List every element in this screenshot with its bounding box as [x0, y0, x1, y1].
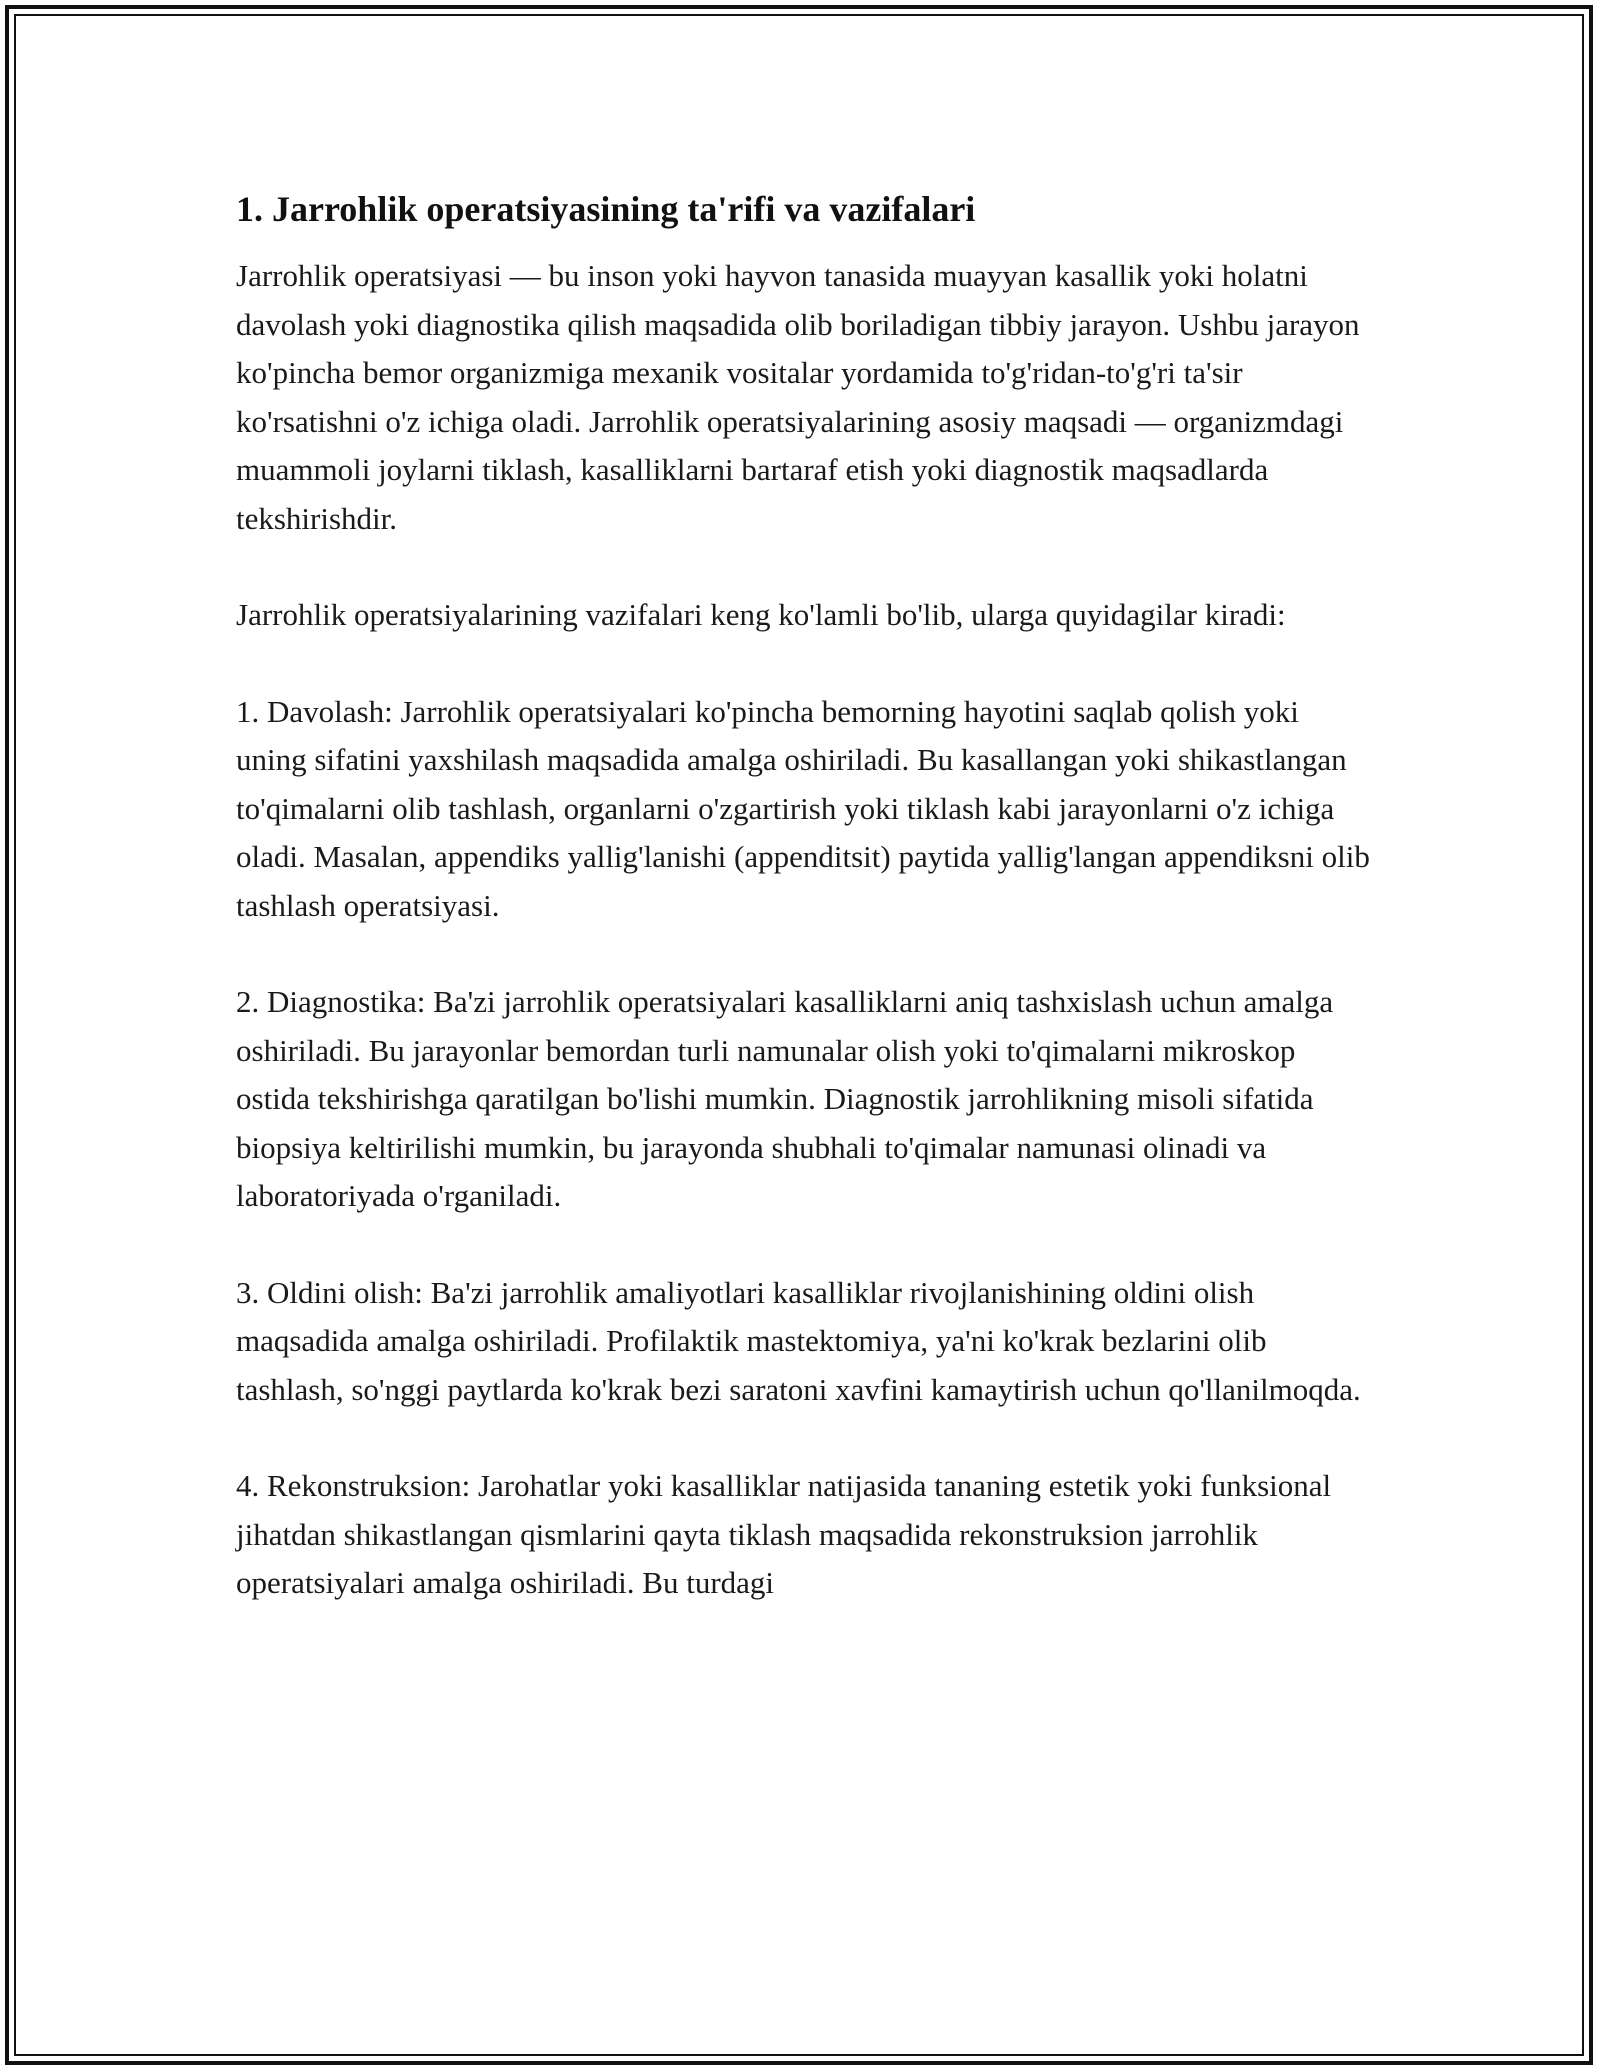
list-item-prevention: 3. Oldini olish: Ba'zi jarrohlik amaliyotlari kasalliklar rivojlanishining oldini olish maqsadida amalga oshiriladi. Profilaktik mastektomiya, ya'ni ko'krak bezlarini olib tashlash, so'nggi paytlarda ko'krak bezi saratoni xavfini kamaytirish uchun qo'llanilmoqda. [236, 1274, 1361, 1407]
list-item-diagnostics: 2. Diagnostika: Ba'zi jarrohlik operatsiyalari kasalliklarni aniq tashxislash uchun amalga oshiriladi. Bu jarayonlar bemordan turli namunalar olish yoki to'qimalarni mikroskop ostida tekshirishga qaratilgan bo'lishi mumkin. Diagnostik jarrohlikning misoli sifatida biopsiya keltirilishi mumkin, bu jarayonda shubhali to'qimalar namunasi olinadi va laboratoriyada o'rganiladi. [236, 984, 1334, 1213]
paragraph-tasks-intro: Jarrohlik operatsiyalarining vazifalari keng ko'lamli bo'lib, ularga quyidagilar kiradi: [236, 597, 1286, 632]
paragraph-definition: Jarrohlik operatsiyasi — bu inson yoki hayvon tanasida muayyan kasallik yoki holatni davolash yoki diagnostika qilish maqsadida olib boriladigan tibbiy jarayon. Ushbu jarayon ko'pincha bemor organizmiga mexanik vositalar yordamida to'g'ridan-to'g'ri ta'sir ko'rsatishni o'z ichiga oladi. Jarrohlik operatsiyalarining asosiy maqsadi — organizmdagi muammoli joylarni tiklash, kasalliklarni bartaraf etish yoki diagnostik maqsadlarda tekshirishdir. [236, 258, 1360, 536]
document-body [236, 252, 1376, 1608]
document-title: 1. Jarrohlik operatsiyasining ta'rifi va vazifalari [236, 189, 976, 229]
document-page [236, 186, 1376, 1656]
list-item-reconstructive: 4. Rekonstruksion: Jarohatlar yoki kasalliklar natijasida tananing estetik yoki funksional jihatdan shikastlangan qismlarini qayta tiklash maqsadida rekonstruksion jarrohlik operatsiyalari amalga oshiriladi. Bu turdagi [236, 1468, 1332, 1600]
list-item-treatment: 1. Davolash: Jarrohlik operatsiyalari ko'pincha bemorning hayotini saqlab qolish yoki uning sifatini yaxshilash maqsadida amalga oshiriladi. Bu kasallangan yoki shikastlangan to'qimalarni olib tashlash, organlarni o'zgartirish yoki tiklash kabi jarayonlarni o'z ichiga oladi. Masalan, appendiks yallig'lanishi (appenditsit) paytida yallig'langan appendiksni olib tashlash operatsiyasi. [236, 693, 1370, 923]
